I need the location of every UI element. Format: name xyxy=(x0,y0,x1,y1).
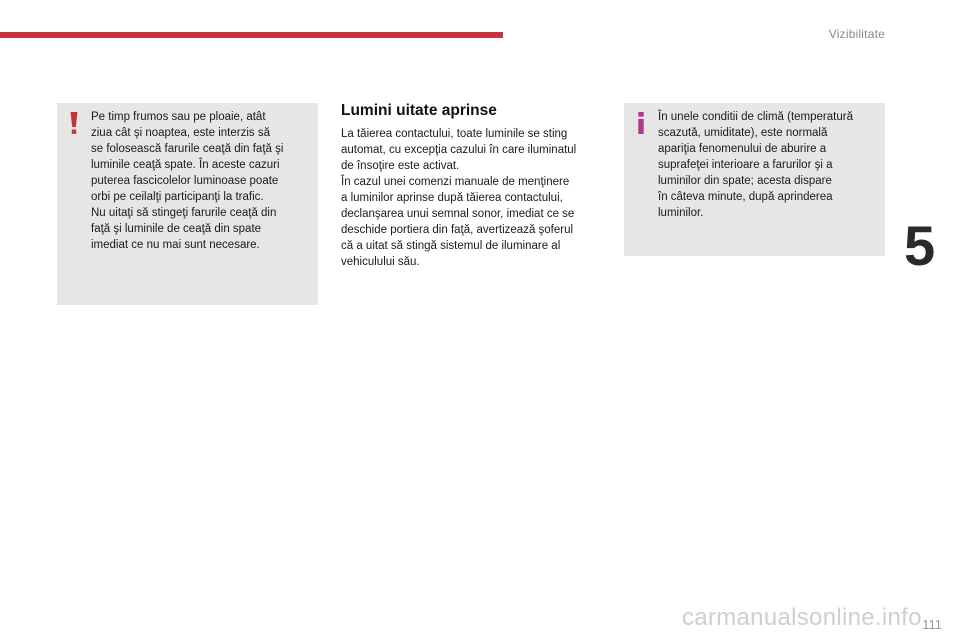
info-box xyxy=(624,103,885,256)
watermark: carmanualsonline.info xyxy=(682,604,922,631)
body-line: de însoţire este activat. xyxy=(341,160,460,172)
body-line: La tăierea contactului, toate luminile se sting xyxy=(341,128,568,140)
info-icon xyxy=(634,111,648,135)
warning-line: luminile ceaţă spate. În aceste cazuri xyxy=(91,159,280,171)
info-line: luminilor din spate; acesta dispare xyxy=(658,175,832,187)
info-text xyxy=(658,109,877,221)
chapter-number: 5 xyxy=(904,214,936,277)
warning-box xyxy=(57,103,318,305)
warning-line: ziua cât şi noaptea, este interzis să xyxy=(91,127,270,139)
body-line: În cazul unei comenzi manuale de menţinere xyxy=(341,176,570,188)
section-heading: Lumini uitate aprinse xyxy=(341,102,497,119)
exclamation-icon xyxy=(67,111,81,135)
body-line: vehiculului său. xyxy=(341,256,420,268)
main-body-text xyxy=(341,126,603,270)
warning-line: Pe timp frumos sau pe ploaie, atât xyxy=(91,111,266,123)
warning-line: orbi pe ceilalţi participanţi la trafic. xyxy=(91,191,264,203)
body-line: declanşarea unui semnal sonor, imediat ce se xyxy=(341,208,575,220)
info-line: scazută, umiditate), este normală xyxy=(658,127,828,139)
body-line: automat, cu excepţia cazului în care iluminatul xyxy=(341,144,577,156)
warning-line: faţă şi luminile de ceaţă din spate xyxy=(91,223,262,235)
info-line: suprafeţei interioare a farurilor şi a xyxy=(658,159,833,171)
info-line: în câteva minute, după aprinderea xyxy=(658,191,833,203)
body-line: deschide portiera din faţă, avertizează şoferul xyxy=(341,224,574,236)
header-accent-bar xyxy=(0,32,503,38)
info-line: apariţia fenomenului de aburire a xyxy=(658,143,827,155)
warning-text xyxy=(91,109,310,253)
warning-line: Nu uitaţi să stingeţi farurile ceaţă din xyxy=(91,207,277,219)
warning-line: puterea fascicolelor luminoase poate xyxy=(91,175,279,187)
body-line: că a uitat să stingă sistemul de iluminare al xyxy=(341,240,561,252)
body-line: a luminilor aprinse după tăierea contactului, xyxy=(341,192,563,204)
warning-line: se folosească farurile ceaţă din faţă şi xyxy=(91,143,284,155)
section-title: Vizibilitate xyxy=(828,27,885,41)
info-line: În unele conditii de climă (temperatură xyxy=(658,111,853,123)
info-line: luminilor. xyxy=(658,207,704,219)
page-number: 111 xyxy=(922,617,942,632)
warning-line: imediat ce nu mai sunt necesare. xyxy=(91,239,260,251)
